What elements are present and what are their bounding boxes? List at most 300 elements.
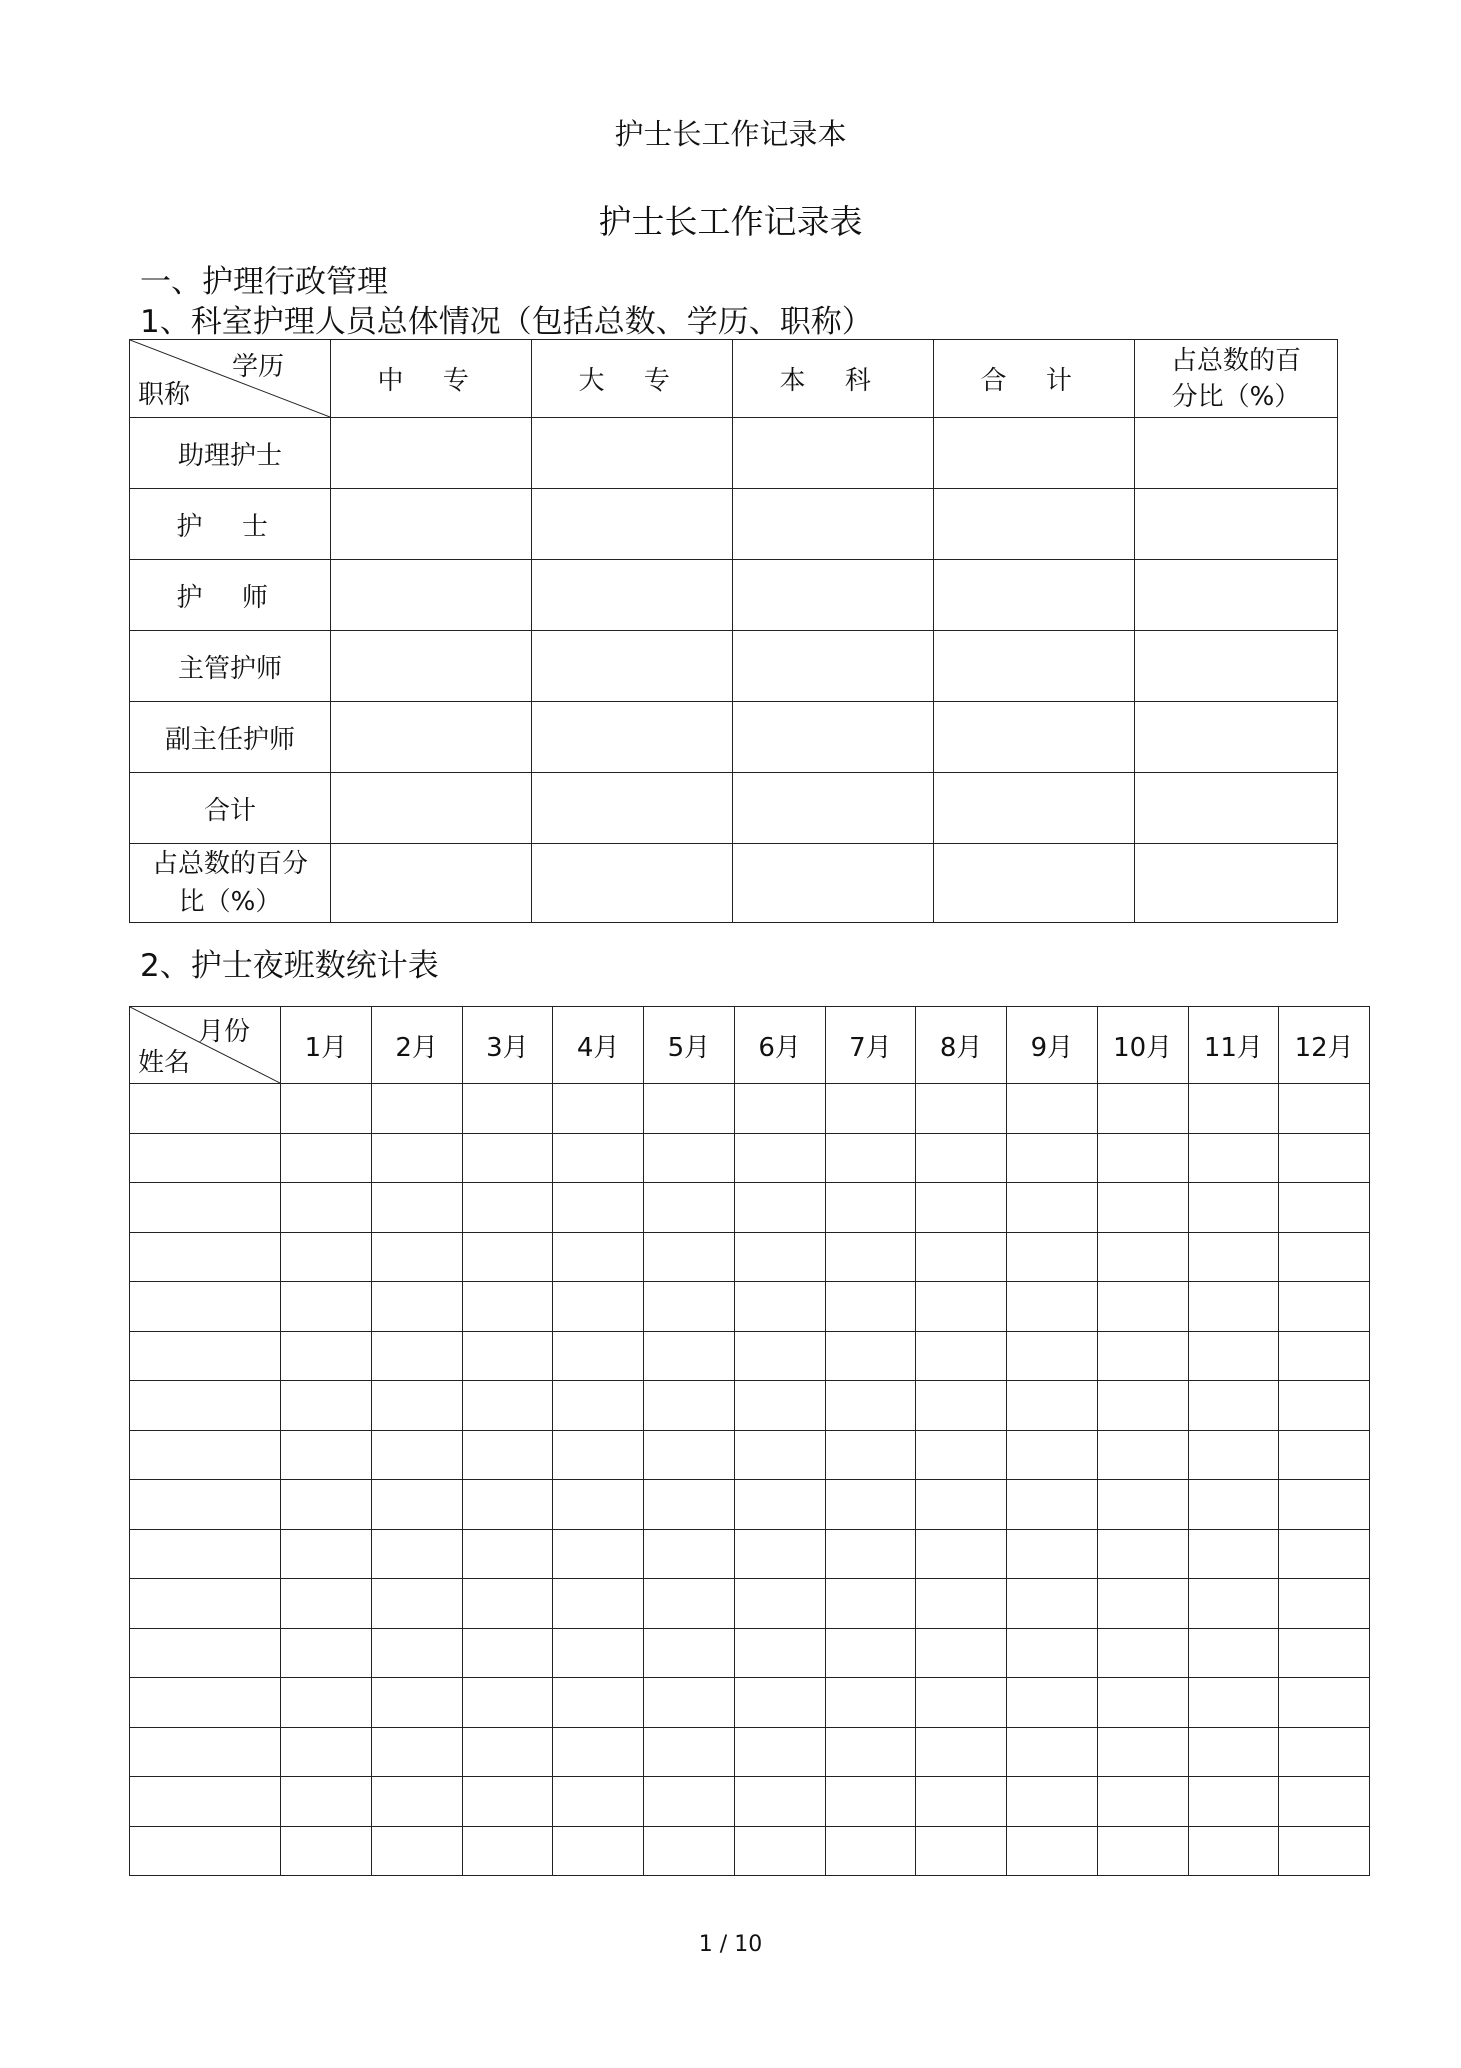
name-cell[interactable]: [130, 1727, 281, 1777]
column-header: 本 科: [733, 340, 934, 418]
data-cell[interactable]: [934, 702, 1135, 773]
corner-top-label: 学历: [231, 352, 284, 382]
shift-count-cell[interactable]: [1007, 1678, 1098, 1728]
shift-count-cell[interactable]: [825, 1232, 916, 1282]
shift-count-cell[interactable]: [1007, 1777, 1098, 1827]
shift-count-cell[interactable]: [281, 1133, 372, 1183]
shift-count-cell[interactable]: [553, 1282, 644, 1332]
shift-count-cell[interactable]: [825, 1183, 916, 1233]
shift-count-cell[interactable]: [734, 1529, 825, 1579]
data-cell[interactable]: [532, 844, 733, 923]
month-column-header: 7月: [825, 1007, 916, 1084]
shift-count-cell[interactable]: [1007, 1529, 1098, 1579]
shift-count-cell[interactable]: [1007, 1084, 1098, 1134]
data-cell[interactable]: [733, 418, 934, 489]
data-cell[interactable]: [1135, 702, 1338, 773]
shift-count-cell[interactable]: [371, 1529, 462, 1579]
row-label: 占总数的百分比（%）: [130, 844, 331, 923]
shift-count-cell[interactable]: [916, 1826, 1007, 1876]
shift-count-cell[interactable]: [462, 1529, 553, 1579]
shift-count-cell[interactable]: [825, 1480, 916, 1530]
shift-count-cell[interactable]: [553, 1678, 644, 1728]
data-cell[interactable]: [934, 418, 1135, 489]
data-cell[interactable]: [934, 773, 1135, 844]
shift-count-cell[interactable]: [644, 1331, 735, 1381]
shift-count-cell[interactable]: [916, 1282, 1007, 1332]
table-row: [130, 1282, 1370, 1332]
section-heading: 一、护理行政管理: [140, 264, 388, 300]
column-header: 大 专: [532, 340, 733, 418]
shift-count-cell[interactable]: [825, 1529, 916, 1579]
shift-count-cell[interactable]: [553, 1084, 644, 1134]
shift-count-cell[interactable]: [916, 1133, 1007, 1183]
shift-count-cell[interactable]: [916, 1331, 1007, 1381]
shift-count-cell[interactable]: [916, 1183, 1007, 1233]
table2-heading: 2、护士夜班数统计表: [140, 948, 439, 984]
data-cell[interactable]: [331, 560, 532, 631]
shift-count-cell[interactable]: [1097, 1381, 1188, 1431]
name-cell[interactable]: [130, 1628, 281, 1678]
column-header: 合 计: [934, 340, 1135, 418]
shift-count-cell[interactable]: [1097, 1678, 1188, 1728]
shift-count-cell[interactable]: [825, 1579, 916, 1629]
shift-count-cell[interactable]: [644, 1628, 735, 1678]
shift-count-cell[interactable]: [1007, 1331, 1098, 1381]
shift-count-cell[interactable]: [825, 1381, 916, 1431]
shift-count-cell[interactable]: [1279, 1331, 1370, 1381]
data-cell[interactable]: [331, 418, 532, 489]
shift-count-cell[interactable]: [371, 1282, 462, 1332]
shift-count-cell[interactable]: [734, 1678, 825, 1728]
shift-count-cell[interactable]: [462, 1331, 553, 1381]
data-cell[interactable]: [934, 631, 1135, 702]
shift-count-cell[interactable]: [462, 1826, 553, 1876]
shift-count-cell[interactable]: [371, 1777, 462, 1827]
shift-count-cell[interactable]: [1097, 1084, 1188, 1134]
name-cell[interactable]: [130, 1331, 281, 1381]
shift-count-cell[interactable]: [734, 1826, 825, 1876]
data-cell[interactable]: [934, 844, 1135, 923]
shift-count-cell[interactable]: [1097, 1331, 1188, 1381]
shift-count-cell[interactable]: [371, 1232, 462, 1282]
table-row: [130, 1826, 1370, 1876]
data-cell[interactable]: [532, 773, 733, 844]
shift-count-cell[interactable]: [1097, 1579, 1188, 1629]
shift-count-cell[interactable]: [371, 1727, 462, 1777]
shift-count-cell[interactable]: [281, 1183, 372, 1233]
month-column-header: 8月: [916, 1007, 1007, 1084]
shift-count-cell[interactable]: [281, 1084, 372, 1134]
shift-count-cell[interactable]: [1097, 1282, 1188, 1332]
shift-count-cell[interactable]: [281, 1777, 372, 1827]
shift-count-cell[interactable]: [1279, 1777, 1370, 1827]
shift-count-cell[interactable]: [1097, 1480, 1188, 1530]
shift-count-cell[interactable]: [1279, 1381, 1370, 1431]
shift-count-cell[interactable]: [281, 1282, 372, 1332]
row-label: 合计: [130, 773, 331, 844]
shift-count-cell[interactable]: [1007, 1430, 1098, 1480]
data-cell[interactable]: [532, 631, 733, 702]
shift-count-cell[interactable]: [1188, 1628, 1279, 1678]
shift-count-cell[interactable]: [734, 1430, 825, 1480]
shift-count-cell[interactable]: [825, 1727, 916, 1777]
corner-bottom-label: 姓名: [138, 1048, 191, 1078]
shift-count-cell[interactable]: [1007, 1826, 1098, 1876]
row-label: 护 师: [130, 560, 331, 631]
data-cell[interactable]: [331, 489, 532, 560]
shift-count-cell[interactable]: [1007, 1282, 1098, 1332]
shift-count-cell[interactable]: [825, 1133, 916, 1183]
shift-count-cell[interactable]: [644, 1579, 735, 1629]
name-cell[interactable]: [130, 1480, 281, 1530]
row-label: 主管护师: [130, 631, 331, 702]
name-cell[interactable]: [130, 1232, 281, 1282]
shift-count-cell[interactable]: [1188, 1133, 1279, 1183]
shift-count-cell[interactable]: [1279, 1232, 1370, 1282]
shift-count-cell[interactable]: [644, 1826, 735, 1876]
row-label: 副主任护师: [130, 702, 331, 773]
shift-count-cell[interactable]: [734, 1777, 825, 1827]
data-cell[interactable]: [934, 560, 1135, 631]
month-column-header: 1月: [281, 1007, 372, 1084]
shift-count-cell[interactable]: [644, 1282, 735, 1332]
table-row: [130, 1381, 1370, 1431]
shift-count-cell[interactable]: [1188, 1232, 1279, 1282]
shift-count-cell[interactable]: [916, 1084, 1007, 1134]
shift-count-cell[interactable]: [916, 1430, 1007, 1480]
shift-count-cell[interactable]: [553, 1331, 644, 1381]
data-cell[interactable]: [532, 702, 733, 773]
shift-count-cell[interactable]: [825, 1678, 916, 1728]
shift-count-cell[interactable]: [1279, 1826, 1370, 1876]
shift-count-cell[interactable]: [462, 1232, 553, 1282]
shift-count-cell[interactable]: [553, 1777, 644, 1827]
shift-count-cell[interactable]: [462, 1678, 553, 1728]
data-cell[interactable]: [331, 844, 532, 923]
data-cell[interactable]: [1135, 631, 1338, 702]
table-row: [130, 702, 1338, 773]
month-column-header: 10月: [1097, 1007, 1188, 1084]
shift-count-cell[interactable]: [281, 1628, 372, 1678]
data-cell[interactable]: [934, 489, 1135, 560]
shift-count-cell[interactable]: [916, 1579, 1007, 1629]
staff-summary-table: [129, 339, 1338, 923]
name-cell[interactable]: [130, 1381, 281, 1431]
shift-count-cell[interactable]: [1188, 1282, 1279, 1332]
shift-count-cell[interactable]: [916, 1529, 1007, 1579]
shift-count-cell[interactable]: [644, 1133, 735, 1183]
table-row: [130, 1133, 1370, 1183]
name-cell[interactable]: [130, 1133, 281, 1183]
shift-count-cell[interactable]: [644, 1232, 735, 1282]
shift-count-cell[interactable]: [281, 1381, 372, 1431]
table-row: [130, 489, 1338, 560]
shift-count-cell[interactable]: [644, 1430, 735, 1480]
table-row: [130, 1777, 1370, 1827]
month-column-header: 6月: [734, 1007, 825, 1084]
shift-count-cell[interactable]: [1097, 1529, 1188, 1579]
shift-count-cell[interactable]: [734, 1282, 825, 1332]
table-row: [130, 773, 1338, 844]
shift-count-cell[interactable]: [825, 1331, 916, 1381]
shift-count-cell[interactable]: [825, 1826, 916, 1876]
diagonal-header-cell: [130, 340, 331, 418]
data-cell[interactable]: [733, 702, 934, 773]
shift-count-cell[interactable]: [553, 1529, 644, 1579]
shift-count-cell[interactable]: [371, 1678, 462, 1728]
shift-count-cell[interactable]: [371, 1628, 462, 1678]
name-cell[interactable]: [130, 1678, 281, 1728]
shift-count-cell[interactable]: [916, 1727, 1007, 1777]
shift-count-cell[interactable]: [553, 1579, 644, 1629]
table-row: [130, 631, 1338, 702]
shift-count-cell[interactable]: [371, 1826, 462, 1876]
shift-count-cell[interactable]: [825, 1777, 916, 1827]
shift-count-cell[interactable]: [1279, 1678, 1370, 1728]
form-title: 护士长工作记录表: [598, 202, 863, 241]
month-column-header: 3月: [462, 1007, 553, 1084]
table-row: [130, 1579, 1370, 1629]
shift-count-cell[interactable]: [1188, 1381, 1279, 1431]
shift-count-cell[interactable]: [462, 1727, 553, 1777]
shift-count-cell[interactable]: [281, 1480, 372, 1530]
shift-count-cell[interactable]: [553, 1381, 644, 1431]
table-header-row: [130, 1007, 1370, 1084]
shift-count-cell[interactable]: [1279, 1529, 1370, 1579]
data-cell[interactable]: [532, 489, 733, 560]
shift-count-cell[interactable]: [281, 1579, 372, 1629]
shift-count-cell[interactable]: [916, 1777, 1007, 1827]
shift-count-cell[interactable]: [553, 1480, 644, 1530]
shift-count-cell[interactable]: [553, 1628, 644, 1678]
shift-count-cell[interactable]: [825, 1282, 916, 1332]
shift-count-cell[interactable]: [1097, 1430, 1188, 1480]
data-cell[interactable]: [733, 844, 934, 923]
shift-count-cell[interactable]: [462, 1579, 553, 1629]
shift-count-cell[interactable]: [462, 1133, 553, 1183]
shift-count-cell[interactable]: [1279, 1183, 1370, 1233]
name-cell[interactable]: [130, 1084, 281, 1134]
shift-count-cell[interactable]: [371, 1430, 462, 1480]
shift-count-cell[interactable]: [371, 1183, 462, 1233]
shift-count-cell[interactable]: [553, 1430, 644, 1480]
name-cell[interactable]: [130, 1777, 281, 1827]
shift-count-cell[interactable]: [644, 1529, 735, 1579]
shift-count-cell[interactable]: [1097, 1727, 1188, 1777]
name-cell[interactable]: [130, 1282, 281, 1332]
shift-count-cell[interactable]: [1279, 1084, 1370, 1134]
shift-count-cell[interactable]: [916, 1232, 1007, 1282]
shift-count-cell[interactable]: [644, 1381, 735, 1431]
shift-count-cell[interactable]: [1097, 1133, 1188, 1183]
month-column-header: 9月: [1007, 1007, 1098, 1084]
shift-count-cell[interactable]: [734, 1727, 825, 1777]
shift-count-cell[interactable]: [1007, 1232, 1098, 1282]
name-cell[interactable]: [130, 1430, 281, 1480]
shift-count-cell[interactable]: [371, 1084, 462, 1134]
shift-count-cell[interactable]: [1188, 1529, 1279, 1579]
table-row: [130, 560, 1338, 631]
shift-count-cell[interactable]: [734, 1183, 825, 1233]
column-header: 中 专: [331, 340, 532, 418]
shift-count-cell[interactable]: [1097, 1232, 1188, 1282]
data-cell[interactable]: [733, 631, 934, 702]
shift-count-cell[interactable]: [1097, 1777, 1188, 1827]
shift-count-cell[interactable]: [1188, 1430, 1279, 1480]
shift-count-cell[interactable]: [1279, 1282, 1370, 1332]
shift-count-cell[interactable]: [734, 1480, 825, 1530]
shift-count-cell[interactable]: [916, 1381, 1007, 1431]
diagonal-header-cell: [130, 1007, 281, 1084]
shift-count-cell[interactable]: [371, 1480, 462, 1530]
shift-count-cell[interactable]: [371, 1579, 462, 1629]
night-shift-table: [129, 1006, 1370, 1876]
shift-count-cell[interactable]: [462, 1282, 553, 1332]
shift-count-cell[interactable]: [1188, 1678, 1279, 1728]
month-column-header: 4月: [553, 1007, 644, 1084]
data-cell[interactable]: [331, 631, 532, 702]
shift-count-cell[interactable]: [734, 1084, 825, 1134]
shift-count-cell[interactable]: [916, 1678, 1007, 1728]
shift-count-cell[interactable]: [1188, 1826, 1279, 1876]
shift-count-cell[interactable]: [371, 1133, 462, 1183]
shift-count-cell[interactable]: [734, 1331, 825, 1381]
shift-count-cell[interactable]: [281, 1430, 372, 1480]
table-row: [130, 1727, 1370, 1777]
shift-count-cell[interactable]: [916, 1480, 1007, 1530]
shift-count-cell[interactable]: [1188, 1777, 1279, 1827]
shift-count-cell[interactable]: [734, 1133, 825, 1183]
shift-count-cell[interactable]: [281, 1727, 372, 1777]
shift-count-cell[interactable]: [371, 1381, 462, 1431]
table-row: [130, 1529, 1370, 1579]
data-cell[interactable]: [1135, 418, 1338, 489]
name-cell[interactable]: [130, 1826, 281, 1876]
month-column-header: 5月: [644, 1007, 735, 1084]
data-cell[interactable]: [1135, 560, 1338, 631]
shift-count-cell[interactable]: [1097, 1628, 1188, 1678]
shift-count-cell[interactable]: [644, 1727, 735, 1777]
shift-count-cell[interactable]: [1007, 1727, 1098, 1777]
shift-count-cell[interactable]: [1007, 1579, 1098, 1629]
shift-count-cell[interactable]: [1007, 1381, 1098, 1431]
shift-count-cell[interactable]: [462, 1381, 553, 1431]
shift-count-cell[interactable]: [825, 1628, 916, 1678]
table-header-row: [130, 340, 1338, 418]
row-label: 助理护士: [130, 418, 331, 489]
shift-count-cell[interactable]: [916, 1628, 1007, 1678]
table-row: [130, 1084, 1370, 1134]
data-cell[interactable]: [331, 773, 532, 844]
table-row: [130, 418, 1338, 489]
shift-count-cell[interactable]: [462, 1084, 553, 1134]
name-cell[interactable]: [130, 1183, 281, 1233]
shift-count-cell[interactable]: [644, 1678, 735, 1728]
shift-count-cell[interactable]: [462, 1777, 553, 1827]
table-row: [130, 844, 1338, 923]
shift-count-cell[interactable]: [1097, 1183, 1188, 1233]
shift-count-cell[interactable]: [825, 1430, 916, 1480]
shift-count-cell[interactable]: [644, 1480, 735, 1530]
table-row: [130, 1232, 1370, 1282]
row-label: 护 士: [130, 489, 331, 560]
data-cell[interactable]: [331, 702, 532, 773]
shift-count-cell[interactable]: [1188, 1331, 1279, 1381]
data-cell[interactable]: [733, 489, 934, 560]
shift-count-cell[interactable]: [644, 1183, 735, 1233]
data-cell[interactable]: [1135, 489, 1338, 560]
shift-count-cell[interactable]: [1007, 1480, 1098, 1530]
shift-count-cell[interactable]: [734, 1579, 825, 1629]
shift-count-cell[interactable]: [553, 1133, 644, 1183]
table-row: [130, 1480, 1370, 1530]
shift-count-cell[interactable]: [1188, 1480, 1279, 1530]
shift-count-cell[interactable]: [1279, 1727, 1370, 1777]
shift-count-cell[interactable]: [734, 1232, 825, 1282]
shift-count-cell[interactable]: [371, 1331, 462, 1381]
document-title: 护士长工作记录本: [614, 117, 847, 151]
shift-count-cell[interactable]: [1097, 1826, 1188, 1876]
shift-count-cell[interactable]: [1188, 1579, 1279, 1629]
shift-count-cell[interactable]: [644, 1777, 735, 1827]
shift-count-cell[interactable]: [644, 1084, 735, 1134]
shift-count-cell[interactable]: [1279, 1579, 1370, 1629]
shift-count-cell[interactable]: [734, 1381, 825, 1431]
shift-count-cell[interactable]: [1188, 1084, 1279, 1134]
data-cell[interactable]: [733, 560, 934, 631]
data-cell[interactable]: [733, 773, 934, 844]
shift-count-cell[interactable]: [1007, 1628, 1098, 1678]
data-cell[interactable]: [1135, 773, 1338, 844]
shift-count-cell[interactable]: [553, 1826, 644, 1876]
name-cell[interactable]: [130, 1529, 281, 1579]
shift-count-cell[interactable]: [281, 1232, 372, 1282]
shift-count-cell[interactable]: [462, 1183, 553, 1233]
shift-count-cell[interactable]: [553, 1183, 644, 1233]
month-column-header: 2月: [371, 1007, 462, 1084]
shift-count-cell[interactable]: [462, 1430, 553, 1480]
data-cell[interactable]: [532, 418, 733, 489]
shift-count-cell[interactable]: [1188, 1183, 1279, 1233]
shift-count-cell[interactable]: [462, 1628, 553, 1678]
data-cell[interactable]: [532, 560, 733, 631]
shift-count-cell[interactable]: [462, 1480, 553, 1530]
shift-count-cell[interactable]: [281, 1331, 372, 1381]
page-number: 1 / 10: [698, 1932, 763, 1957]
column-header: 占总数的百分比（%）: [1135, 340, 1338, 418]
month-column-header: 12月: [1279, 1007, 1370, 1084]
name-cell[interactable]: [130, 1579, 281, 1629]
shift-count-cell[interactable]: [553, 1727, 644, 1777]
table-row: [130, 1430, 1370, 1480]
shift-count-cell[interactable]: [1188, 1727, 1279, 1777]
shift-count-cell[interactable]: [734, 1628, 825, 1678]
shift-count-cell[interactable]: [281, 1826, 372, 1876]
shift-count-cell[interactable]: [281, 1529, 372, 1579]
table1-heading: 1、科室护理人员总体情况（包括总数、学历、职称）: [140, 304, 873, 340]
shift-count-cell[interactable]: [1007, 1183, 1098, 1233]
shift-count-cell[interactable]: [1279, 1430, 1370, 1480]
shift-count-cell[interactable]: [553, 1232, 644, 1282]
data-cell[interactable]: [1135, 844, 1338, 923]
table-row: [130, 1628, 1370, 1678]
shift-count-cell[interactable]: [825, 1084, 916, 1134]
shift-count-cell[interactable]: [1279, 1480, 1370, 1530]
shift-count-cell[interactable]: [1007, 1133, 1098, 1183]
shift-count-cell[interactable]: [1279, 1133, 1370, 1183]
shift-count-cell[interactable]: [281, 1678, 372, 1728]
shift-count-cell[interactable]: [1279, 1628, 1370, 1678]
